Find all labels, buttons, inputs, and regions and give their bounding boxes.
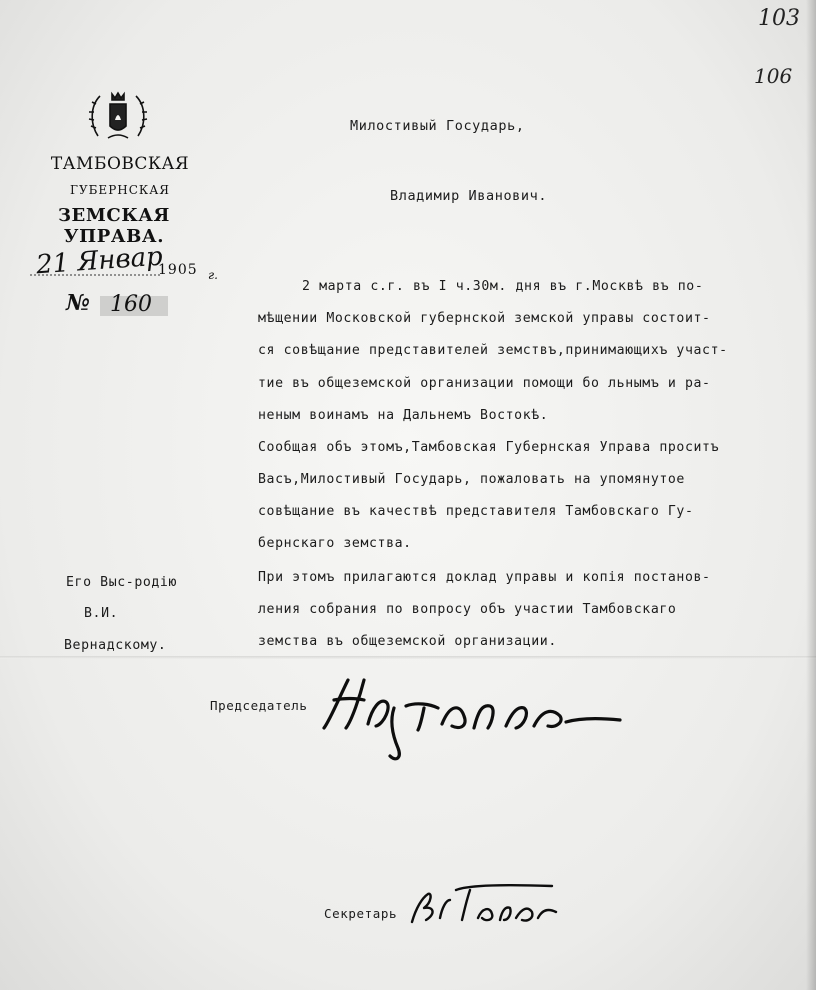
secretary-label: Секретарь: [324, 906, 398, 921]
body-line-6: Сообщая объ этомъ,Тамбовская Губернская Управа проситъ: [258, 440, 720, 455]
body-line-1: 2 марта с.г. въ I ч.30м. дня въ г.Москвѣ въ по-: [302, 279, 704, 294]
body-line-4: тие въ общеземской организации помощи бо льнымъ и ра-: [258, 376, 711, 391]
body-line-12: земства въ общеземской организации.: [258, 634, 557, 649]
paper-fold-line: [0, 656, 816, 659]
page-edge-shadow: [806, 0, 816, 990]
addressee-line-2: В.И.: [84, 606, 119, 621]
coat-of-arms-icon: [88, 86, 148, 142]
date-underline: [30, 272, 160, 278]
date-handwritten: 21 Январ: [35, 241, 164, 281]
body-line-7: Васъ,Милостивый Государь, пожаловать на упомянутое: [258, 472, 685, 487]
letterhead-line3-period: .: [157, 226, 165, 247]
archive-mark-top: 103: [758, 6, 800, 31]
chairman-label: Председатель: [210, 698, 308, 713]
letterhead-line3-text: ЗЕМСКАЯ УПРАВА: [57, 205, 171, 247]
salutation-line2: Владимир Иванович.: [390, 188, 548, 204]
body-line-5: неным воинамъ на Дальнемъ Востокѣ.: [258, 408, 549, 423]
addressee-line-3: Вернадскому.: [64, 638, 167, 653]
letterhead-line3: [10, 205, 218, 247]
secretary-signature: [406, 878, 566, 930]
addressee-line-1: Его Выс-родію: [66, 575, 178, 590]
archive-mark-second: 106: [754, 64, 793, 88]
body-line-3: ся совѣщание представителей земствъ,принимающихъ участ-: [258, 343, 728, 358]
body-line-2: мѣщении Московской губернской земской управы состоит-: [258, 311, 711, 326]
salutation-line1: Милостивый Государь,: [350, 118, 525, 134]
body-line-9: бернскаго земства.: [258, 536, 412, 551]
body-line-11: ления собрания по вопросу объ участии Тамбовскаго: [258, 602, 677, 617]
number-value: 160: [110, 292, 152, 317]
date-year: 1905: [158, 262, 198, 278]
letterhead-line1: ТАМБОВСКАЯ: [50, 154, 190, 174]
date-year-suffix: г.: [208, 268, 218, 282]
letterhead-line2: ГУБЕРНСКАЯ: [70, 183, 170, 197]
chairman-signature: [320, 668, 630, 764]
body-line-8: совѣщание въ качествѣ представителя Тамбовскаго Гу-: [258, 504, 694, 519]
body-line-10: При этомъ прилагаются доклад управы и копія постанов-: [258, 570, 711, 585]
number-label: №: [66, 290, 90, 316]
